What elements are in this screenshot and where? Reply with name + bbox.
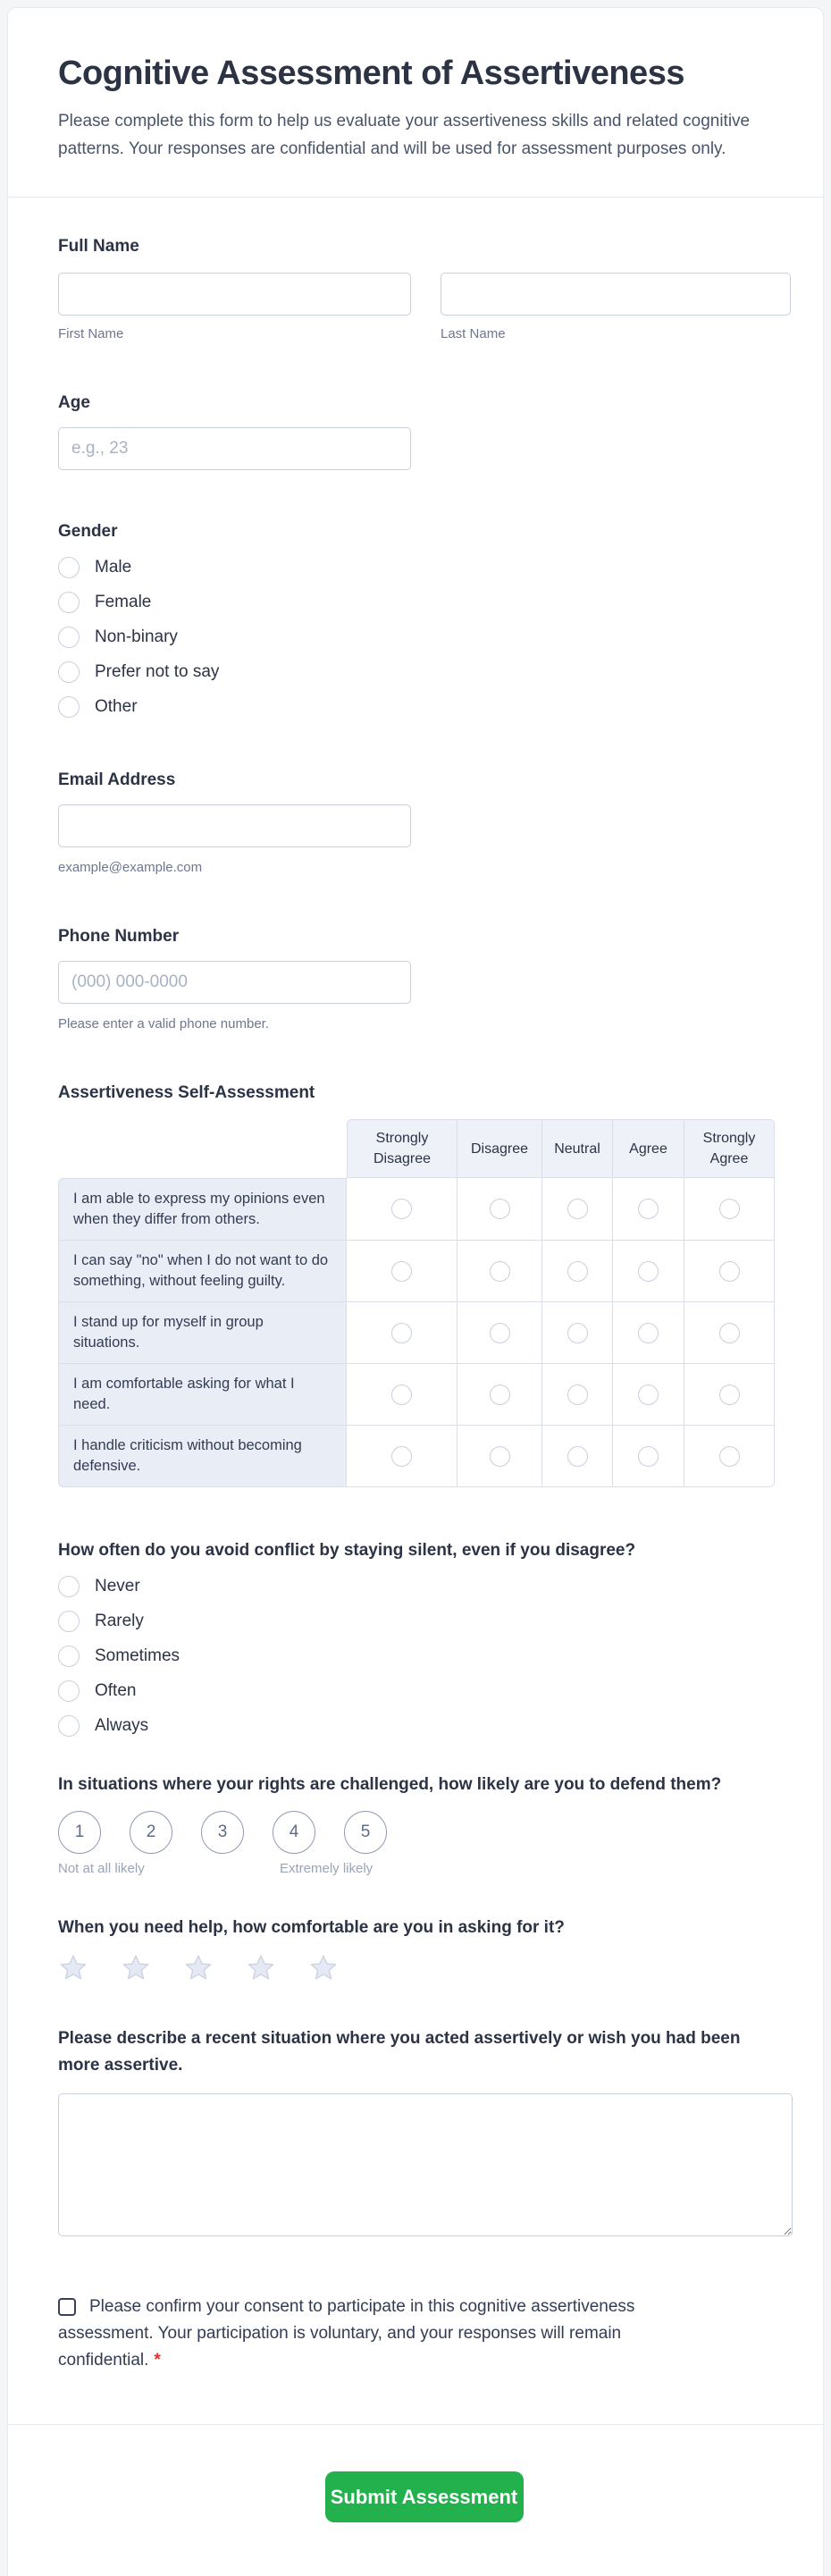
radio-icon[interactable] xyxy=(58,1646,80,1667)
radio-icon[interactable] xyxy=(58,1715,80,1737)
gender-option-other[interactable] xyxy=(58,695,790,719)
gender-option-label: Female xyxy=(95,593,152,611)
email-input[interactable] xyxy=(58,804,411,847)
matrix-radio-cell[interactable] xyxy=(542,1241,613,1302)
scale-option-5[interactable]: 5 xyxy=(344,1811,387,1854)
matrix-radio-cell[interactable] xyxy=(684,1178,775,1241)
last-name-sublabel: Last Name xyxy=(441,326,506,341)
field-phone xyxy=(58,925,790,1031)
form-description: Please complete this form to help us evaluate your assertiveness skills and related cognitive patterns. Your responses are confidential and will be used for assessment purposes only. xyxy=(58,112,751,158)
conflict-option-label: Never xyxy=(95,1577,140,1595)
matrix-radio-cell[interactable] xyxy=(613,1302,684,1364)
radio-icon[interactable] xyxy=(58,627,80,648)
field-consent xyxy=(58,2294,710,2374)
matrix-radio-cell[interactable] xyxy=(457,1178,542,1241)
conflict-option-label: Always xyxy=(95,1716,149,1735)
radio-icon[interactable] xyxy=(719,1385,740,1405)
field-age xyxy=(58,391,790,470)
matrix-radio-cell[interactable] xyxy=(542,1178,613,1241)
matrix-radio-cell[interactable] xyxy=(613,1241,684,1302)
field-email xyxy=(58,769,790,875)
matrix-col-disagree: Disagree xyxy=(457,1119,542,1178)
matrix-radio-cell[interactable] xyxy=(684,1426,775,1487)
radio-icon[interactable] xyxy=(58,661,80,683)
matrix-row-label: I am able to express my opinions even when they differ from others. xyxy=(58,1178,347,1241)
radio-icon[interactable] xyxy=(719,1446,740,1467)
matrix-radio-cell[interactable] xyxy=(613,1426,684,1487)
star-icon[interactable] xyxy=(246,1952,276,1984)
radio-icon[interactable] xyxy=(567,1323,588,1343)
radio-icon[interactable] xyxy=(58,592,80,613)
matrix-radio-cell[interactable] xyxy=(457,1426,542,1487)
matrix-radio-cell[interactable] xyxy=(347,1426,457,1487)
matrix-radio-cell[interactable] xyxy=(542,1302,613,1364)
conflict-option-label: Often xyxy=(95,1681,137,1700)
matrix-radio-cell[interactable] xyxy=(613,1364,684,1426)
matrix-row xyxy=(58,1241,775,1302)
radio-icon[interactable] xyxy=(58,557,80,578)
matrix-col-strongly-agree: Strongly Agree xyxy=(684,1119,775,1178)
scale-question-label: In situations where your rights are challenged, how likely are you to defend them? xyxy=(58,1775,722,1794)
matrix-row xyxy=(58,1426,775,1487)
conflict-option-label: Sometimes xyxy=(95,1646,180,1665)
gender-option-non-binary[interactable] xyxy=(58,626,790,649)
form-card xyxy=(7,7,824,2576)
email-hint: example@example.com xyxy=(58,860,203,875)
conflict-option-often[interactable] xyxy=(58,1679,790,1703)
radio-icon[interactable] xyxy=(490,1446,510,1467)
field-help-comfort xyxy=(58,1916,790,1984)
age-input[interactable] xyxy=(58,427,411,470)
matrix-radio-cell[interactable] xyxy=(457,1241,542,1302)
radio-icon[interactable] xyxy=(567,1261,588,1282)
field-describe-situation xyxy=(58,2025,790,2236)
radio-icon[interactable] xyxy=(638,1385,659,1405)
matrix-radio-cell[interactable] xyxy=(347,1178,457,1241)
name-inputs-row xyxy=(58,273,790,341)
phone-hint: Please enter a valid phone number. xyxy=(58,1016,269,1031)
scale-max-label: Extremely likely xyxy=(280,1861,374,1876)
matrix-radio-cell[interactable] xyxy=(347,1241,457,1302)
gender-option-label: Other xyxy=(95,697,138,716)
consent-checkbox[interactable] xyxy=(58,2298,76,2316)
scale-option-2[interactable]: 2 xyxy=(130,1811,172,1854)
gender-option-label: Prefer not to say xyxy=(95,662,220,681)
radio-icon[interactable] xyxy=(638,1323,659,1343)
email-label: Email Address xyxy=(58,770,176,789)
radio-icon[interactable] xyxy=(719,1261,740,1282)
matrix-header-row xyxy=(58,1119,775,1178)
required-asterisk: * xyxy=(154,2351,161,2370)
scale-option-3[interactable]: 3 xyxy=(201,1811,244,1854)
star-icon[interactable] xyxy=(308,1952,339,1984)
conflict-option-never[interactable] xyxy=(58,1575,790,1598)
radio-icon[interactable] xyxy=(567,1446,588,1467)
radio-icon[interactable] xyxy=(638,1261,659,1282)
matrix-row-label: I handle criticism without becoming defensive. xyxy=(58,1426,347,1487)
consent-text: Please confirm your consent to participate in this cognitive assertiveness assessment. Your participation is voluntary, and your responses will remain confidential. xyxy=(58,2297,635,2370)
radio-icon[interactable] xyxy=(58,696,80,718)
conflict-option-rarely[interactable] xyxy=(58,1610,790,1633)
star-question-label: When you need help, how comfortable are you in asking for it? xyxy=(58,1918,565,1937)
field-full-name xyxy=(58,235,790,341)
radio-icon[interactable] xyxy=(638,1446,659,1467)
matrix-row xyxy=(58,1178,775,1241)
scale-labels xyxy=(58,1861,451,1877)
radio-icon[interactable] xyxy=(391,1385,412,1405)
radio-icon[interactable] xyxy=(58,1611,80,1632)
radio-icon[interactable] xyxy=(391,1199,412,1219)
describe-textarea[interactable] xyxy=(58,2093,793,2236)
radio-icon[interactable] xyxy=(391,1446,412,1467)
field-conflict-frequency xyxy=(58,1539,790,1738)
matrix-col-agree: Agree xyxy=(613,1119,684,1178)
field-gender xyxy=(58,520,790,719)
matrix-row xyxy=(58,1364,775,1426)
gender-label: Gender xyxy=(58,522,118,541)
last-name-input[interactable] xyxy=(441,273,791,316)
last-name-group xyxy=(441,273,791,341)
matrix-radio-cell[interactable] xyxy=(542,1364,613,1426)
scale-option-1[interactable]: 1 xyxy=(58,1811,101,1854)
scale-min-label: Not at all likely xyxy=(58,1861,145,1876)
matrix-radio-cell[interactable] xyxy=(542,1426,613,1487)
matrix-col-strongly-disagree: Strongly Disagree xyxy=(347,1119,457,1178)
conflict-options xyxy=(58,1575,790,1738)
matrix-label: Assertiveness Self-Assessment xyxy=(58,1083,315,1102)
gender-options xyxy=(58,556,790,719)
matrix-col-neutral: Neutral xyxy=(542,1119,613,1178)
field-defend-likelihood xyxy=(58,1773,790,1877)
first-name-input[interactable] xyxy=(58,273,411,316)
full-name-label: Full Name xyxy=(58,237,139,256)
form-header xyxy=(8,8,823,198)
form-body xyxy=(8,235,823,2576)
radio-icon[interactable] xyxy=(391,1323,412,1343)
radio-icon[interactable] xyxy=(490,1261,510,1282)
radio-icon[interactable] xyxy=(490,1199,510,1219)
gender-option-prefer-not-to-say[interactable] xyxy=(58,661,790,684)
scale-row xyxy=(58,1811,790,1854)
age-label: Age xyxy=(58,393,90,412)
matrix-row xyxy=(58,1302,775,1364)
first-name-sublabel: First Name xyxy=(58,326,124,341)
radio-icon[interactable] xyxy=(490,1323,510,1343)
matrix-radio-cell[interactable] xyxy=(613,1178,684,1241)
phone-label: Phone Number xyxy=(58,927,180,946)
conflict-option-label: Rarely xyxy=(95,1612,144,1630)
gender-option-male[interactable] xyxy=(58,556,790,579)
first-name-group xyxy=(58,273,411,341)
matrix-radio-cell[interactable] xyxy=(684,1241,775,1302)
matrix-row-label: I can say "no" when I do not want to do something, without feeling guilty. xyxy=(58,1241,347,1302)
conflict-question-label: How often do you avoid conflict by staying silent, even if you disagree? xyxy=(58,1541,636,1560)
star-icon[interactable] xyxy=(58,1952,88,1984)
star-rating xyxy=(58,1952,790,1984)
radio-icon[interactable] xyxy=(567,1385,588,1405)
scale-option-4[interactable]: 4 xyxy=(273,1811,315,1854)
matrix-table xyxy=(58,1119,775,1487)
radio-icon[interactable] xyxy=(58,1680,80,1702)
matrix-row-label: I stand up for myself in group situations. xyxy=(58,1302,347,1364)
gender-option-label: Male xyxy=(95,558,132,577)
field-matrix xyxy=(58,1082,790,1487)
radio-icon[interactable] xyxy=(719,1199,740,1219)
matrix-radio-cell[interactable] xyxy=(347,1302,457,1364)
gender-option-label: Non-binary xyxy=(95,627,178,646)
matrix-radio-cell[interactable] xyxy=(457,1302,542,1364)
describe-question-label: Please describe a recent situation where you acted assertively or wish you had been more assertive. xyxy=(58,2029,741,2075)
star-icon[interactable] xyxy=(183,1952,214,1984)
matrix-radio-cell[interactable] xyxy=(684,1302,775,1364)
radio-icon[interactable] xyxy=(490,1385,510,1405)
matrix-radio-cell[interactable] xyxy=(347,1364,457,1426)
submit-row xyxy=(58,2425,790,2576)
matrix-row-label: I am comfortable asking for what I need. xyxy=(58,1364,347,1426)
radio-icon[interactable] xyxy=(58,1576,80,1597)
radio-icon[interactable] xyxy=(719,1323,740,1343)
star-icon[interactable] xyxy=(121,1952,151,1984)
gender-option-female[interactable] xyxy=(58,591,790,614)
radio-icon[interactable] xyxy=(391,1261,412,1282)
conflict-option-sometimes[interactable] xyxy=(58,1645,790,1668)
matrix-corner-cell xyxy=(58,1119,347,1178)
conflict-option-always[interactable] xyxy=(58,1714,790,1738)
matrix-radio-cell[interactable] xyxy=(684,1364,775,1426)
radio-icon[interactable] xyxy=(638,1199,659,1219)
page-title: Cognitive Assessment of Assertiveness xyxy=(58,55,684,92)
matrix-radio-cell[interactable] xyxy=(457,1364,542,1426)
radio-icon[interactable] xyxy=(567,1199,588,1219)
phone-input[interactable] xyxy=(58,961,411,1004)
submit-button[interactable]: Submit Assessment xyxy=(325,2471,524,2522)
